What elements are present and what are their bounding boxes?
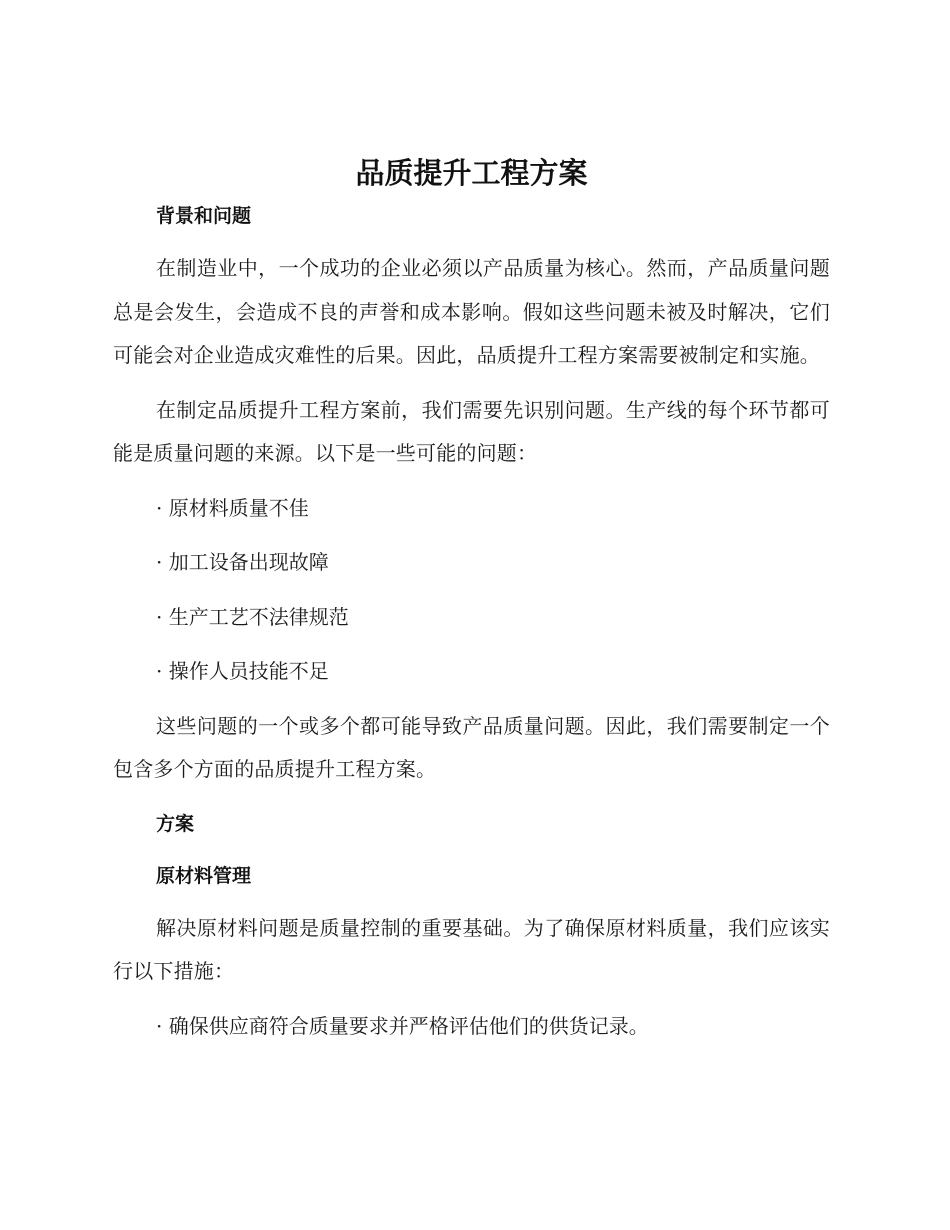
spacer [113,792,830,804]
list-item-problem-1: · 原材料质量不佳 [156,495,309,520]
document-page [113,150,830,1048]
spacer [113,476,830,487]
spacer [113,378,830,389]
paragraph-background-2: 在制定品质提升工程方案前，我们需要先识别问题。生产线的每个环节都可能是质量问题的来源。以下是一些可能的问题： [113,397,830,465]
document-title: 品质提升工程方案 [355,156,588,190]
paragraph-background-1: 在制造业中，一个成功的企业必须以产品质量为核心。然而，产品质量问题总是会发生，会造成不良的声誉和成本影响。假如这些问题未被及时解决，它们可能会对企业造成灾难性的后果。因此，品质提升工程方案需要被制定和实施。 [113,256,830,367]
paragraph-background-3: 这些问题的一个或多个都可能导致产品质量问题。因此，我们需要制定一个包含多个方面的品质提升工程方案。 [113,713,830,781]
list-item-problem-2: · 加工设备出现故障 [156,550,329,574]
spacer [113,585,830,596]
spacer [113,694,830,705]
spacer [113,530,830,541]
spacer [113,844,830,856]
list-item-problem-4: · 操作人员技能不足 [156,659,329,683]
section-heading-materials: 原材料管理 [156,864,252,887]
spacer [113,896,830,907]
list-item-material-1: · 确保供应商符合质量要求并严格评估他们的供货记录。 [156,1013,649,1038]
spacer [113,994,830,1005]
spacer [113,236,830,247]
list-item-problem-3: · 生产工艺不法律规范 [156,604,349,629]
section-heading-plan: 方案 [156,812,195,835]
section-heading-background: 背景和问题 [156,205,252,227]
paragraph-materials-1: 解决原材料问题是质量控制的重要基础。为了确保原材料质量，我们应该实行以下措施： [113,915,830,983]
spacer [113,639,830,650]
